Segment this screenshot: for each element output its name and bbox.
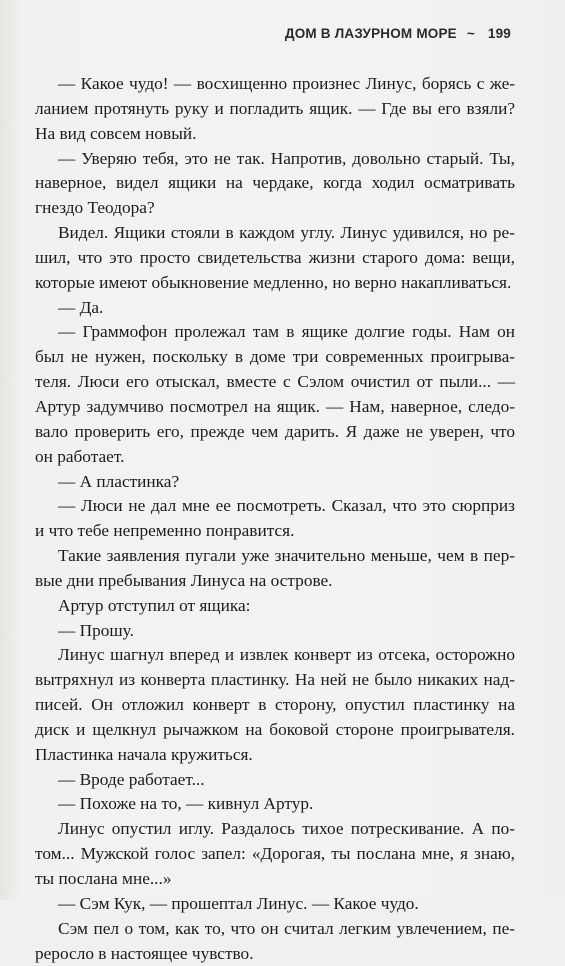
header-title: ДОМ В ЛАЗУРНОМ МОРЕ xyxy=(284,26,457,41)
paragraph-line: реросло в настоящее чувство. xyxy=(35,943,254,963)
body-text xyxy=(35,72,515,966)
paragraph-line: диск и щелкнул рычажком на боковой стороне проигрывателя. xyxy=(35,719,515,739)
paragraph-line: вало проверить его, прежде чем дарить. Я даже не уверен, что xyxy=(35,421,515,441)
paragraph-line: и что тебе непременно понравится. xyxy=(35,521,295,541)
page-number: 199 xyxy=(487,26,511,41)
paragraph-line: теля. Люси его отыскал, вместе с Сэлом очистил от пыли... — xyxy=(35,372,515,392)
paragraph-line: вые дни пребывания Линуса на острове. xyxy=(35,570,333,590)
paragraph-first-line: — Люси не дал мне ее посмотреть. Сказал, что это сюрприз xyxy=(58,496,515,516)
paragraph-line: шил, что это просто свидетельства жизни старого дома: вещи, xyxy=(35,247,515,267)
paragraph-line: ланием протянуть руку и погладить ящик. — Где вы его взяли? xyxy=(35,98,515,118)
header-separator: ~ xyxy=(466,26,475,41)
paragraph-line: он работает. xyxy=(35,446,125,466)
paragraph-first-line: — Прошу. xyxy=(58,620,134,640)
paragraph-first-line: — Сэм Кук, — прошептал Линус. — Какое чудо. xyxy=(58,893,419,913)
paragraph-line: том... Мужской голос запел: «Дорогая, ты послана мне, я знаю, xyxy=(35,844,515,864)
paragraph-first-line: — Похоже на то, — кивнул Артур. xyxy=(58,794,314,814)
paragraph-first-line: — Граммофон пролежал там в ящике долгие годы. Нам он xyxy=(58,322,515,342)
running-header xyxy=(285,26,511,41)
paragraph-first-line: — А пластинка? xyxy=(58,471,180,491)
paragraph-line: которые имеют обыкновение медленно, но верно накапливаться. xyxy=(35,272,512,292)
paragraph-line: Пластинка начала кружиться. xyxy=(35,744,253,764)
paragraph-line: был не нужен, поскольку в доме три современных проигрыва- xyxy=(35,347,515,367)
paragraph-line: гнездо Теодора? xyxy=(35,198,155,218)
paragraph-first-line: Видел. Ящики стояли в каждом углу. Линус удивился, но ре- xyxy=(58,223,515,243)
paragraph-first-line: — Да. xyxy=(58,297,104,317)
paragraph-line: наверное, видел ящики на чердаке, когда ходил осматривать xyxy=(35,173,515,193)
paragraph-line: писей. Он отложил конверт в сторону, опустил пластинку на xyxy=(35,695,515,715)
paragraph-line: ты послана мне...» xyxy=(35,869,172,888)
paragraph-first-line: Линус опустил иглу. Раздалось тихое потрескивание. А по- xyxy=(58,819,515,839)
paragraph-first-line: Артур отступил от ящика: xyxy=(58,595,251,615)
paragraph-line: Артур задумчиво посмотрел на ящик. — Нам, наверное, следо- xyxy=(35,396,515,416)
paragraph-first-line: Сэм пел о том, как то, что он считал легким увлечением, пе- xyxy=(58,918,515,938)
paragraph-first-line: Линус шагнул вперед и извлек конверт из отсека, осторожно xyxy=(58,645,515,665)
paragraph-first-line: — Какое чудо! — восхищенно произнес Линус, борясь с же- xyxy=(58,74,515,93)
paragraph-line: вытряхнул из конверта пластинку. На ней не было никаких над- xyxy=(35,670,515,690)
paragraph-first-line: — Вроде работает... xyxy=(58,769,205,789)
paragraph-first-line: — Уверяю тебя, это не так. Напротив, довольно старый. Ты, xyxy=(58,148,515,168)
paragraph-line: На вид совсем новый. xyxy=(35,123,197,143)
paragraph-first-line: Такие заявления пугали уже значительно меньше, чем в пер- xyxy=(58,546,515,566)
